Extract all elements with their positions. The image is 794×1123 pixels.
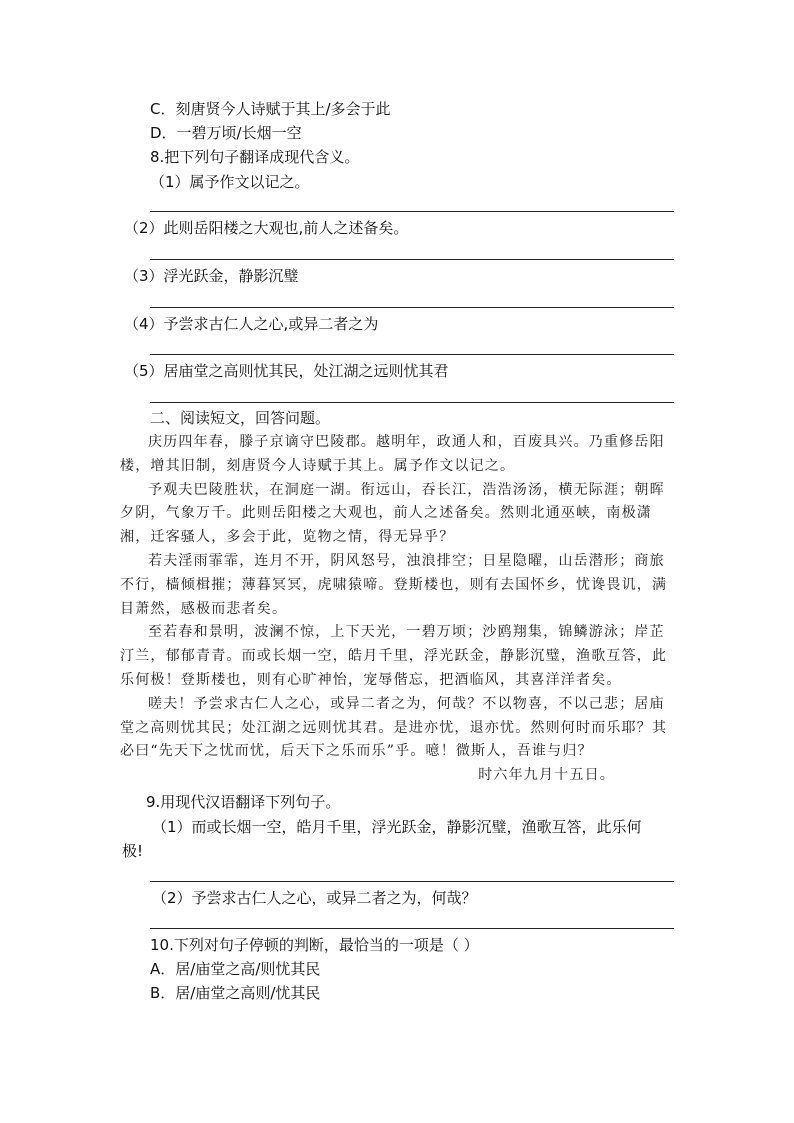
q8-item-5: （5）居庙堂之高则忧其民，处江湖之远则忧其君 xyxy=(124,362,449,380)
q9-stem: 9.用现代汉语翻译下列句子。 xyxy=(146,793,341,811)
q9-item-1-line-1: （1）而或长烟一空，皓月千里，浮光跃金，静影沉璧，渔歌互答，此乐何 xyxy=(152,818,642,836)
q10-option-a: A．居/庙堂之高/则忧其民 xyxy=(150,960,321,978)
passage-paragraph: 庆历四年春，滕子京谪守巴陵郡。越明年，政通人和，百废具兴。乃重修岳阳楼，增其旧制，刻唐贤今人诗赋于其上。属予作文以记之。 xyxy=(120,434,665,474)
passage-paragraph: 嗟夫！予尝求古仁人之心，或异二者之为，何哉？不以物喜，不以己悲；居庙堂之高则忧其民；处江湖之远则忧其君。是进亦忧，退亦忧。然则何时而乐耶？其必曰“先天下之忧而忧，后天下之乐而乐”乎。噫！微斯人，吾谁与归？ xyxy=(120,695,668,760)
q10-stem: 10.下列对句子停顿的判断，最恰当的一项是（ ） xyxy=(150,936,479,954)
q9-item-2: （2）予尝求古仁人之心，或异二者之为，何哉？ xyxy=(152,889,477,907)
classical-passage xyxy=(120,431,675,788)
answer-line-q8-2 xyxy=(150,259,674,260)
q7-option-c: C．刻唐贤今人诗赋于其上/多会于此 xyxy=(150,100,391,118)
q7-option-d: D．一碧万顷/长烟一空 xyxy=(150,124,302,142)
q8-item-1: （1）属予作文以记之。 xyxy=(150,173,310,191)
answer-line-q8-1 xyxy=(150,211,674,212)
answer-line-q8-4 xyxy=(150,354,674,355)
passage-paragraph: 予观夫巴陵胜状，在洞庭一湖。衔远山，吞长江，浩浩汤汤，横无际涯；朝晖夕阴，气象万千。此则岳阳楼之大观也，前人之述备矣。然则北通巫峡，南极潇湘，迁客骚人，多会于此，览物之情，得无异乎？ xyxy=(120,481,665,546)
answer-line-q8-3 xyxy=(150,307,674,308)
q8-stem: 8.把下列句子翻译成现代含义。 xyxy=(150,148,360,166)
q8-item-4: （4）予尝求古仁人之心,或异二者之为 xyxy=(124,315,379,333)
passage-paragraph: 至若春和景明，波澜不惊，上下天光，一碧万顷；沙鸥翔集，锦鳞游泳；岸芷汀兰，郁郁青青。而或长烟一空，皓月千里，浮光跃金，静影沉璧，渔歌互答，此乐何极！登斯楼也，则有心旷神怡，宠辱偕忘，把酒临风，其喜洋洋者矣。 xyxy=(120,624,668,688)
passage-paragraph: 若夫淫雨霏霏，连月不开，阴风怒号，浊浪排空；日星隐曜，山岳潜形；商旅不行，樯倾楫摧；薄暮冥冥，虎啸猿啼。登斯楼也，则有去国怀乡，忧谗畏讥，满目萧然，感极而悲者矣。 xyxy=(120,552,668,617)
answer-line-q9-1 xyxy=(150,881,674,882)
q10-option-b: B．居/庙堂之高则/忧其民 xyxy=(150,984,321,1002)
q8-item-3: （3）浮光跃金，静影沉璧 xyxy=(124,267,299,285)
q9-item-1-line-2: 极! xyxy=(122,842,144,860)
q8-item-2: （2）此则岳阳楼之大观也,前人之述备矣。 xyxy=(124,219,409,237)
answer-line-q8-5 xyxy=(150,402,674,403)
answer-line-q9-2 xyxy=(150,928,674,929)
section-heading: 二、阅读短文，回答问题。 xyxy=(150,409,331,427)
passage-date: 时六年九月十五日。 xyxy=(478,767,615,784)
